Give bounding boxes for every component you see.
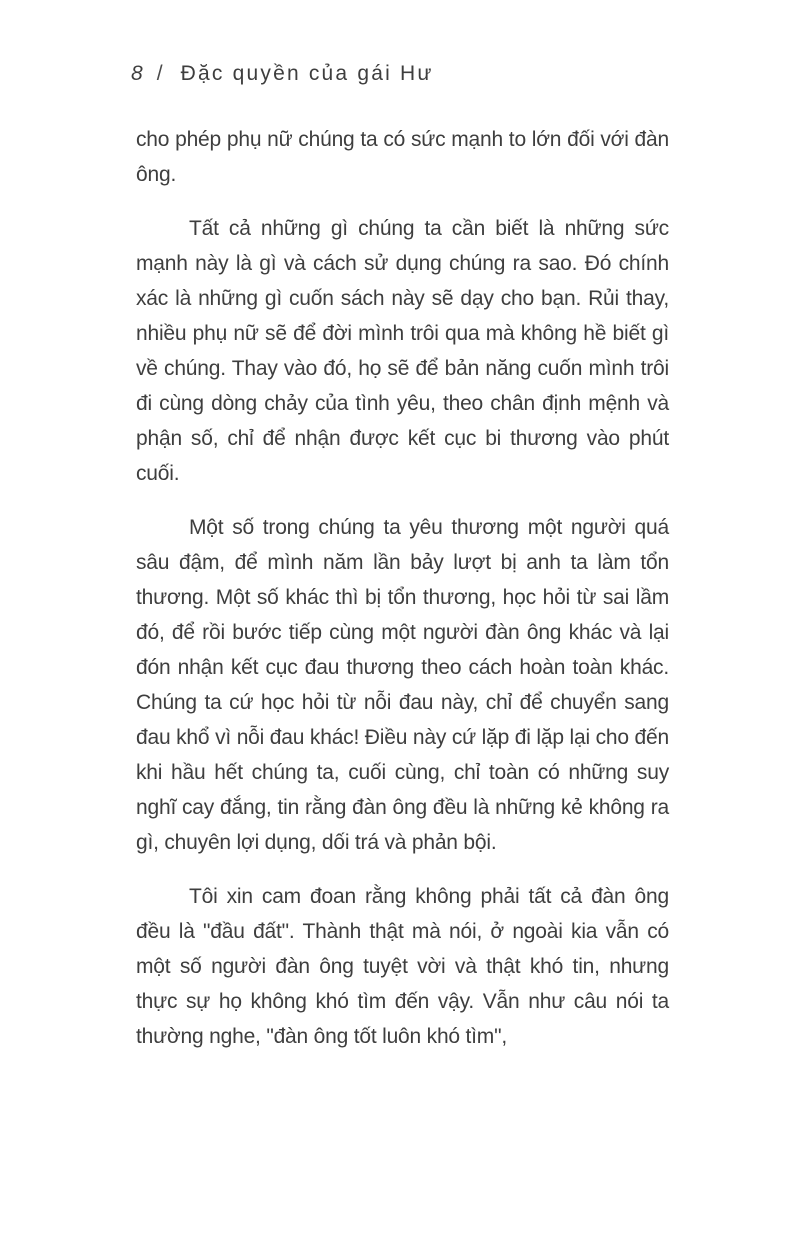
page-number: 8 bbox=[131, 62, 143, 85]
page-body-text bbox=[136, 122, 669, 1054]
running-title: Đặc quyền của gái Hư bbox=[180, 62, 434, 85]
paragraph: Tôi xin cam đoan rằng không phải tất cả đàn ông đều là "đầu đất". Thành thật mà nói, ở ngoài kia vẫn có một số người đàn ông tuyệt vời và thật khó tin, nhưng thực sự họ không khó tìm đến vậy. Vẫn như câu nói ta thường nghe, "đàn ông tốt luôn khó tìm", bbox=[136, 885, 669, 1048]
running-header bbox=[131, 62, 434, 86]
paragraph: Một số trong chúng ta yêu thương một người quá sâu đậm, để mình năm lần bảy lượt bị anh ta làm tổn thương. Một số khác thì bị tổn thương, học hỏi từ sai lầm đó, để rồi bước tiếp cùng một người đàn ông khác và lại đón nhận kết cục đau thương theo cách hoàn toàn khác. Chúng ta cứ học hỏi từ nỗi đau này, chỉ để chuyển sang đau khổ vì nỗi đau khác! Điều này cứ lặp đi lặp lại cho đến khi hầu hết chúng ta, cuối cùng, chỉ toàn có những suy nghĩ cay đắng, tin rằng đàn ông đều là những kẻ không ra gì, chuyên lợi dụng, dối trá và phản bội. bbox=[136, 516, 669, 854]
header-separator: / bbox=[156, 62, 163, 85]
paragraph: Tất cả những gì chúng ta cần biết là những sức mạnh này là gì và cách sử dụng chúng ra sao. Đó chính xác là những gì cuốn sách này sẽ dạy cho bạn. Rủi thay, nhiều phụ nữ sẽ để đời mình trôi qua mà không hề biết gì về chúng. Thay vào đó, họ sẽ để bản năng cuốn mình trôi đi cùng dòng chảy của tình yêu, theo chân định mệnh và phận số, chỉ để nhận được kết cục bi thương vào phút cuối. bbox=[136, 217, 669, 485]
paragraph: cho phép phụ nữ chúng ta có sức mạnh to lớn đối với đàn ông. bbox=[136, 128, 669, 186]
